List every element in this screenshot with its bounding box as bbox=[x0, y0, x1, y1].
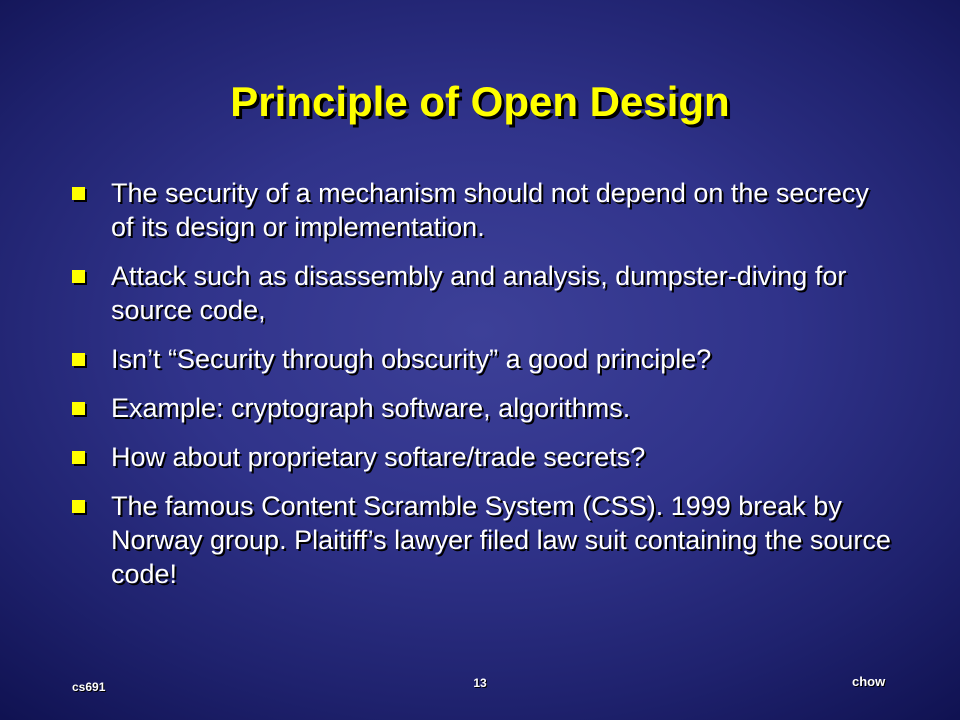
square-bullet-icon bbox=[72, 270, 85, 283]
footer-author: chow bbox=[852, 674, 886, 689]
square-bullet-icon bbox=[72, 402, 85, 415]
square-bullet-icon bbox=[72, 353, 85, 366]
bullet-text: Example: cryptograph software, algorithms. bbox=[111, 393, 631, 423]
bullet-text: The security of a mechanism should not depend on the secrecy of its design or implementation. bbox=[111, 178, 869, 242]
bullet-text: How about proprietary softare/trade secrets? bbox=[111, 442, 646, 472]
bullet-item bbox=[72, 259, 892, 327]
slide-title: Principle of Open Design bbox=[230, 78, 730, 125]
footer-course: cs691 bbox=[72, 680, 106, 694]
footer-page-number: 13 bbox=[473, 676, 487, 690]
bullet-item bbox=[72, 391, 892, 425]
bullet-item bbox=[72, 176, 892, 244]
square-bullet-icon bbox=[72, 500, 85, 513]
bullet-text: Isn’t “Security through obscurity” a good principle? bbox=[111, 344, 712, 374]
bullet-list bbox=[72, 176, 892, 606]
square-bullet-icon bbox=[72, 451, 85, 464]
bullet-item bbox=[72, 440, 892, 474]
bullet-item bbox=[72, 342, 892, 376]
bullet-item bbox=[72, 489, 892, 591]
bullet-text: The famous Content Scramble System (CSS). 1999 break by Norway group. Plaitiff’s lawyer filed law suit containing the source code! bbox=[111, 491, 891, 589]
square-bullet-icon bbox=[72, 187, 85, 200]
bullet-text: Attack such as disassembly and analysis, dumpster-diving for source code, bbox=[111, 261, 847, 325]
